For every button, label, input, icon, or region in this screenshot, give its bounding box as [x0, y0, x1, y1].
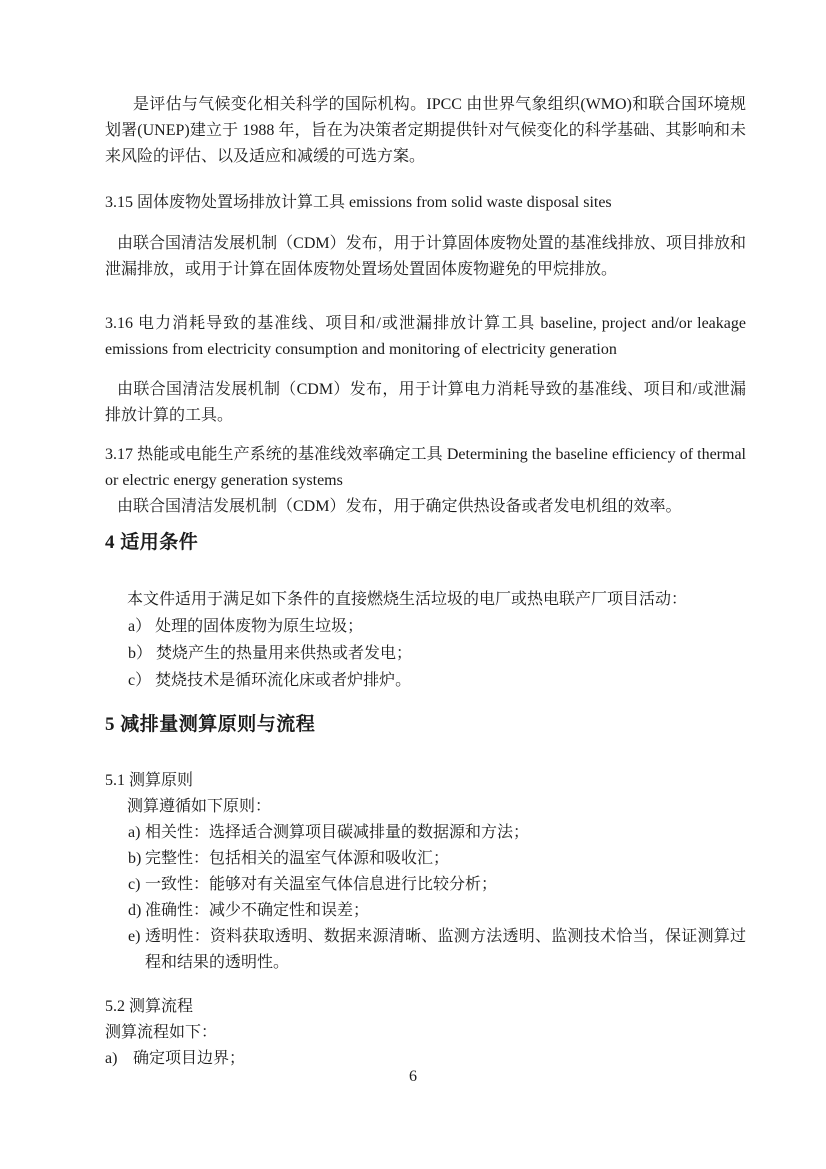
section-5-1-lead: 测算遵循如下原则：: [127, 798, 272, 815]
list-marker: c）: [128, 672, 152, 689]
list-marker: a): [128, 824, 141, 841]
section-4-intro: 本文件适用于满足如下条件的直接燃烧生活垃圾的电厂或热电联产厂项目活动：: [127, 591, 688, 608]
section-5-heading: 5 减排量测算原则与流程: [105, 714, 316, 735]
list-item-text: 处理的固体废物为原生垃圾；: [155, 618, 364, 635]
section-5-1-item-d: [105, 898, 746, 924]
section-4-body: [105, 586, 746, 694]
intro-paragraph: 是评估与气候变化相关科学的国际机构。IPCC 由世界气象组织(WMO)和联合国环境规划署(UNEP)建立于 1988 年，旨在为决策者定期提供针对气候变化的科学基础、其影响和未来风险的评估、以及适应和减缓的可选方案。: [105, 96, 746, 165]
section-5-1-list: [105, 820, 746, 976]
section-4-item-a: [105, 613, 746, 640]
term-3-15-description: 由联合国清洁发展机制（CDM）发布，用于计算固体废物处置的基准线排放、项目排放和泄漏排放，或用于计算在固体废物处置场处置固体废物避免的甲烷排放。: [105, 235, 746, 278]
section-4-item-c: [105, 667, 746, 694]
list-marker: b）: [128, 645, 153, 662]
term-3-16: [105, 311, 746, 429]
list-marker: a）: [128, 618, 152, 635]
list-item-text: 完整性：包括相关的温室气体源和吸收汇；: [145, 850, 450, 867]
term-3-17-description: 由联合国清洁发展机制（CDM）发布，用于确定供热设备或者发电机组的效率。: [117, 498, 682, 515]
page-number: 6: [409, 1068, 417, 1085]
list-marker: c): [128, 876, 141, 893]
list-marker: a): [105, 1050, 118, 1067]
list-item-text: 相关性：选择适合测算项目碳减排量的数据源和方法；: [145, 824, 530, 841]
section-5-1-item-e: [105, 924, 746, 976]
list-marker: d): [128, 902, 142, 919]
term-3-16-description: 由联合国清洁发展机制（CDM）发布，用于计算电力消耗导致的基准线、项目和/或泄漏排放计算的工具。: [105, 381, 746, 424]
section-5-2-lead: 测算流程如下：: [105, 1024, 218, 1041]
term-3-15-heading: 3.15 固体废物处置场排放计算工具 emissions from solid waste disposal sites: [105, 194, 612, 211]
list-item-text: 一致性：能够对有关温室气体信息进行比较分析；: [145, 876, 498, 893]
section-4-item-b: [105, 640, 746, 667]
term-3-16-heading: 3.16 电力消耗导致的基准线、项目和/或泄漏排放计算工具 baseline, project and/or leakage emissions from electricity consumption and monitoring of electricity generation: [105, 315, 746, 358]
section-5-1-item-b: [105, 846, 746, 872]
section-5-1-item-a: [105, 820, 746, 846]
list-item-text: 焚烧产生的热量用来供热或者发电；: [156, 645, 413, 662]
section-5-1-heading: 5.1 测算原则: [105, 772, 194, 789]
list-item-text: 透明性：资料获取透明、数据来源清晰、监测方法透明、监测技术恰当，保证测算过程和结果的透明性。: [145, 928, 746, 971]
term-3-15: [105, 190, 746, 283]
section-4-heading: 4 适用条件: [105, 532, 199, 553]
section-5-2-heading: 5.2 测算流程: [105, 998, 194, 1015]
list-marker: e): [128, 928, 141, 945]
list-item-text: 焚烧技术是循环流化床或者炉排炉。: [155, 672, 412, 689]
list-item-text: 确定项目边界；: [133, 1050, 246, 1067]
section-5-1-item-c: [105, 872, 746, 898]
list-marker: b): [128, 850, 142, 867]
term-3-17-heading: 3.17 热能或电能生产系统的基准线效率确定工具 Determining the baseline efficiency of thermal or electric energy generation systems: [105, 446, 746, 489]
list-item-text: 准确性：减少不确定性和误差；: [145, 902, 370, 919]
term-3-17: [105, 442, 746, 520]
